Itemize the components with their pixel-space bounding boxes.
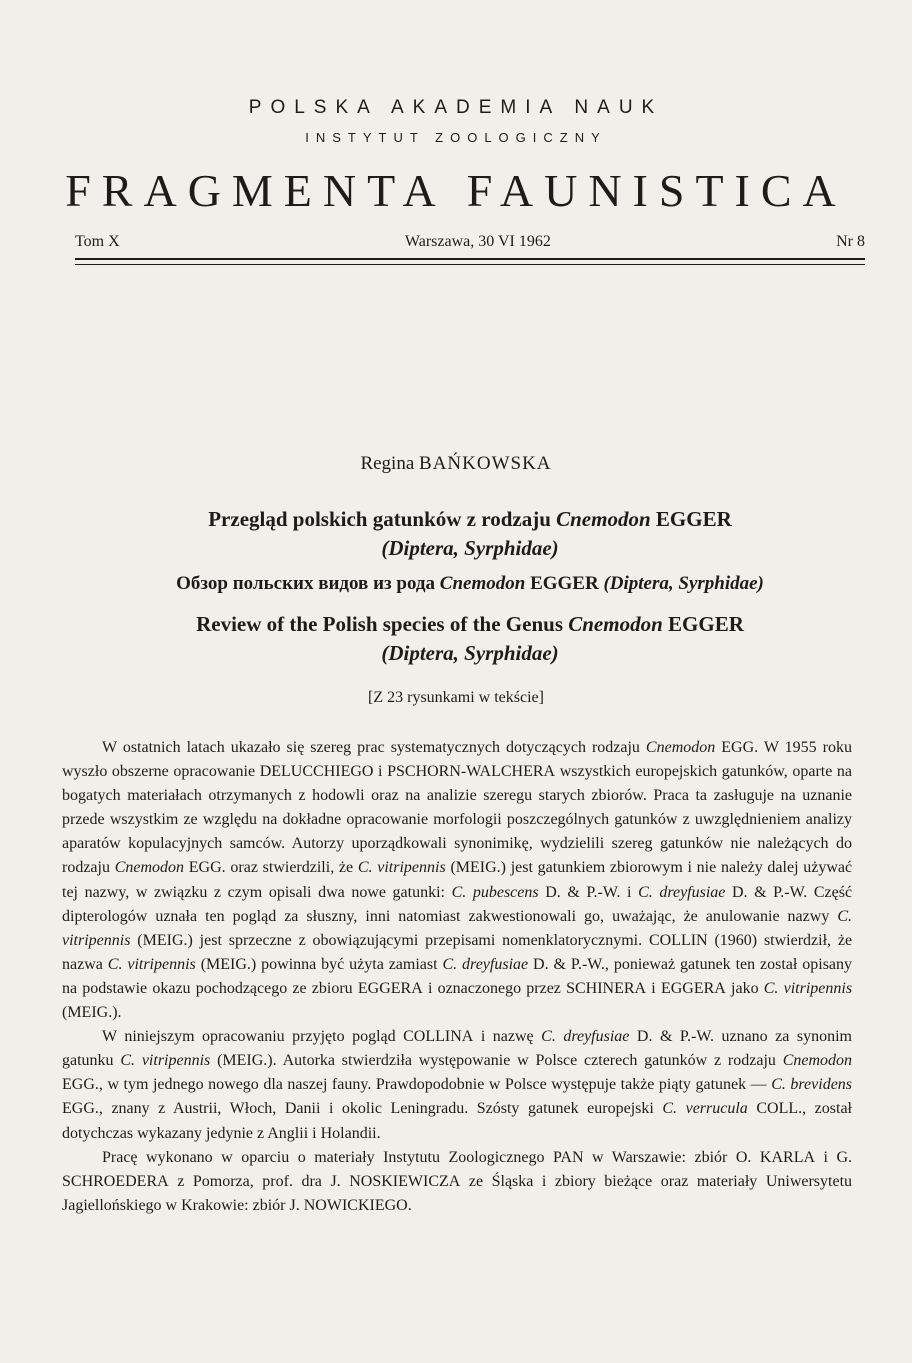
text-run: jest sprzeczne z obowiązującymi przepisami nomenklatorycznymi. — [199, 931, 643, 949]
text-run: Pracę wykonano w oparciu o materiały Instytutu Zoologicznego PAN w Warszawie: zbiór O. — [102, 1148, 752, 1166]
title-russian — [75, 569, 865, 598]
text-run: D. & P.-W., ponieważ gatunek ten został opisany na podstawie okazu pochodzącego ze zbioru — [62, 955, 853, 997]
issue-line — [75, 233, 865, 251]
text-run: i — [651, 979, 656, 997]
text-run: EGGER — [655, 507, 732, 531]
text-run: EGG. — [188, 859, 226, 877]
header-rule-thick — [75, 258, 865, 260]
author-line — [0, 453, 912, 475]
author-first-name: Regina — [360, 453, 415, 474]
text-run: znany z Austrii, Włoch, Danii i okolic Leningradu. Szósty gatunek europejski — [111, 1100, 654, 1118]
text-run: (MEIG.) — [200, 955, 257, 973]
text-run: NOWICKIEGO. — [303, 1196, 412, 1214]
text-run: SCHROEDERA — [62, 1172, 169, 1190]
text-run: EGG., — [62, 1100, 103, 1118]
text-run: (MEIG.) — [137, 931, 193, 949]
text-run: (MEIG.) — [450, 859, 506, 877]
text-run: Autorka stwierdziła występowanie w Polsce czterech gatunków z rodzaju — [282, 1052, 776, 1070]
text-run: W 1955 roku wyszło obszerne opracowanie — [62, 739, 852, 781]
text-run: C. dreyfusiae — [541, 1028, 630, 1046]
text-run: C. vitripennis — [120, 1052, 211, 1070]
figures-note: [Z 23 rysunkami w tekście] — [368, 689, 544, 706]
text-run: z Pomorza, prof. dra J. — [177, 1172, 341, 1190]
text-run: został dotychczas wykazany jedynie z Anglii i Holandii. — [62, 1100, 852, 1142]
family-name: (Diptera, Syrphidae) — [381, 536, 559, 560]
text-run: jako — [731, 979, 759, 997]
header-rule-thin — [75, 264, 865, 265]
text-run: C. vitripennis — [107, 955, 196, 973]
text-run: D. & P.-W. i — [545, 883, 632, 901]
text-run: Przegląd polskich gatunków z rodzaju — [208, 507, 551, 531]
genus-name: Cnemodon — [556, 507, 651, 531]
text-run: C. verrucula — [662, 1100, 748, 1118]
text-run: DELUCCHIEGO — [259, 763, 374, 781]
text-run: Cnemodon — [568, 612, 663, 636]
issue-number: Nr 8 — [836, 233, 865, 250]
text-run: (MEIG.). — [62, 1004, 122, 1022]
title-english — [75, 610, 865, 668]
text-run: Cnemodon — [439, 573, 526, 594]
text-run: i G. — [823, 1148, 853, 1166]
text-run: C. dreyfusiae — [638, 883, 726, 901]
text-run: ze Śląska i zbiory bieżące oraz materiały Uniwersytetu Jagiellońskiego w Krakowie: zbiór J. — [62, 1172, 853, 1214]
academy-name: POLSKA AKADEMIA NAUK — [248, 97, 664, 118]
institute-name: INSTYTUT ZOOLOGICZNY — [305, 130, 607, 145]
article-body — [62, 736, 852, 1218]
text-run: W ostatnich latach ukazało się szereg prac systematycznych dotyczących rodzaju — [102, 739, 640, 756]
text-run: Cnemodon — [645, 739, 716, 756]
text-run: PSCHORN-WALCHERA — [387, 763, 556, 781]
text-run: EGG. — [721, 739, 759, 756]
text-run: i nazwę — [480, 1028, 534, 1046]
text-run: i — [378, 763, 383, 781]
text-run: Review of the Polish species of the Genus — [196, 612, 563, 636]
paragraph-2 — [62, 1025, 852, 1145]
text-run: C. dreyfusiae — [442, 955, 529, 973]
text-run: wszystkich europejskich gatunków, oparte na bogatych materiałach otrzymanych z hodowli oraz na analizie szeregu starych zbiorów. Praca ta zasługuje na uznanie przede wszystkim ze względu na dokładne opracowanie morfologii poszczególnych gatunków z uwzględnieniem analizy aparatów kopulacyjnych samców. Autorzy uporządkowali synonimikę, wydzielili szereg gatunków nie należących do rodzaju — [62, 763, 853, 877]
text-run: i oznaczonego przez — [427, 979, 561, 997]
journal-title: FRAGMENTA FAUNISTICA — [65, 165, 847, 216]
text-run: D. & P.-W. uznano za synonim gatunku — [62, 1028, 852, 1070]
text-run: (Diptera, Syrphidae) — [603, 573, 764, 594]
text-run: C. vitripennis — [763, 979, 853, 997]
text-run: NOSKIEWICZA — [349, 1172, 461, 1190]
paragraph-3 — [62, 1146, 852, 1218]
text-run: C. pubescens — [451, 883, 539, 901]
text-run: KARLA — [759, 1148, 816, 1166]
text-run: powinna być użyta zamiast — [261, 955, 438, 973]
text-run: W niniejszym opracowaniu przyjęto pogląd — [102, 1028, 396, 1046]
text-run: oraz stwierdzili, że — [230, 859, 354, 877]
text-run: Обзор польских видов из рода — [176, 573, 436, 594]
text-run: C. vitripennis — [357, 859, 446, 877]
text-run: jest gatunkiem zbiorowym i nie należy dalej używać tej nazwy, w związku z czym opisali dwa nowe gatunki: — [62, 859, 853, 901]
text-run: COLL., — [756, 1100, 807, 1118]
text-run: EGGERA — [660, 979, 726, 997]
text-run: COLLIN — [648, 931, 708, 949]
title-polish — [75, 505, 865, 563]
text-run: EGGERA — [357, 979, 423, 997]
text-run: EGGER — [530, 573, 599, 594]
text-run: COLLINA — [403, 1028, 474, 1046]
author-last-name: BAŃKOWSKA — [419, 453, 552, 474]
text-run: Cnemodon — [114, 859, 185, 877]
text-run: (MEIG.). — [217, 1052, 277, 1070]
text-run: (Diptera, Syrphidae) — [381, 641, 559, 665]
volume: Tom X — [75, 233, 120, 250]
text-run: EGGER — [668, 612, 744, 636]
text-run: w tym jednego nowego dla naszej fauny. Prawdopodobnie w Polsce występuje także piąty gatunek — — [107, 1076, 767, 1094]
text-run: EGG., — [62, 1076, 103, 1094]
text-run: C. brevidens — [771, 1076, 853, 1094]
place-date: Warszawa, 30 VI 1962 — [404, 233, 551, 250]
paragraph-1 — [62, 736, 852, 1025]
text-run: SCHINERA — [566, 979, 647, 997]
text-run: (1960) stwierdził, że nazwa — [62, 931, 853, 973]
text-run: C. vitripennis — [62, 907, 853, 949]
text-run: Cnemodon — [782, 1052, 853, 1070]
text-run: D. & P.-W. Część dipterologów uznała ten pogląd za słuszny, inni natomiast zakwestionowali go, uważając, że anulowanie nazwy — [62, 883, 853, 925]
